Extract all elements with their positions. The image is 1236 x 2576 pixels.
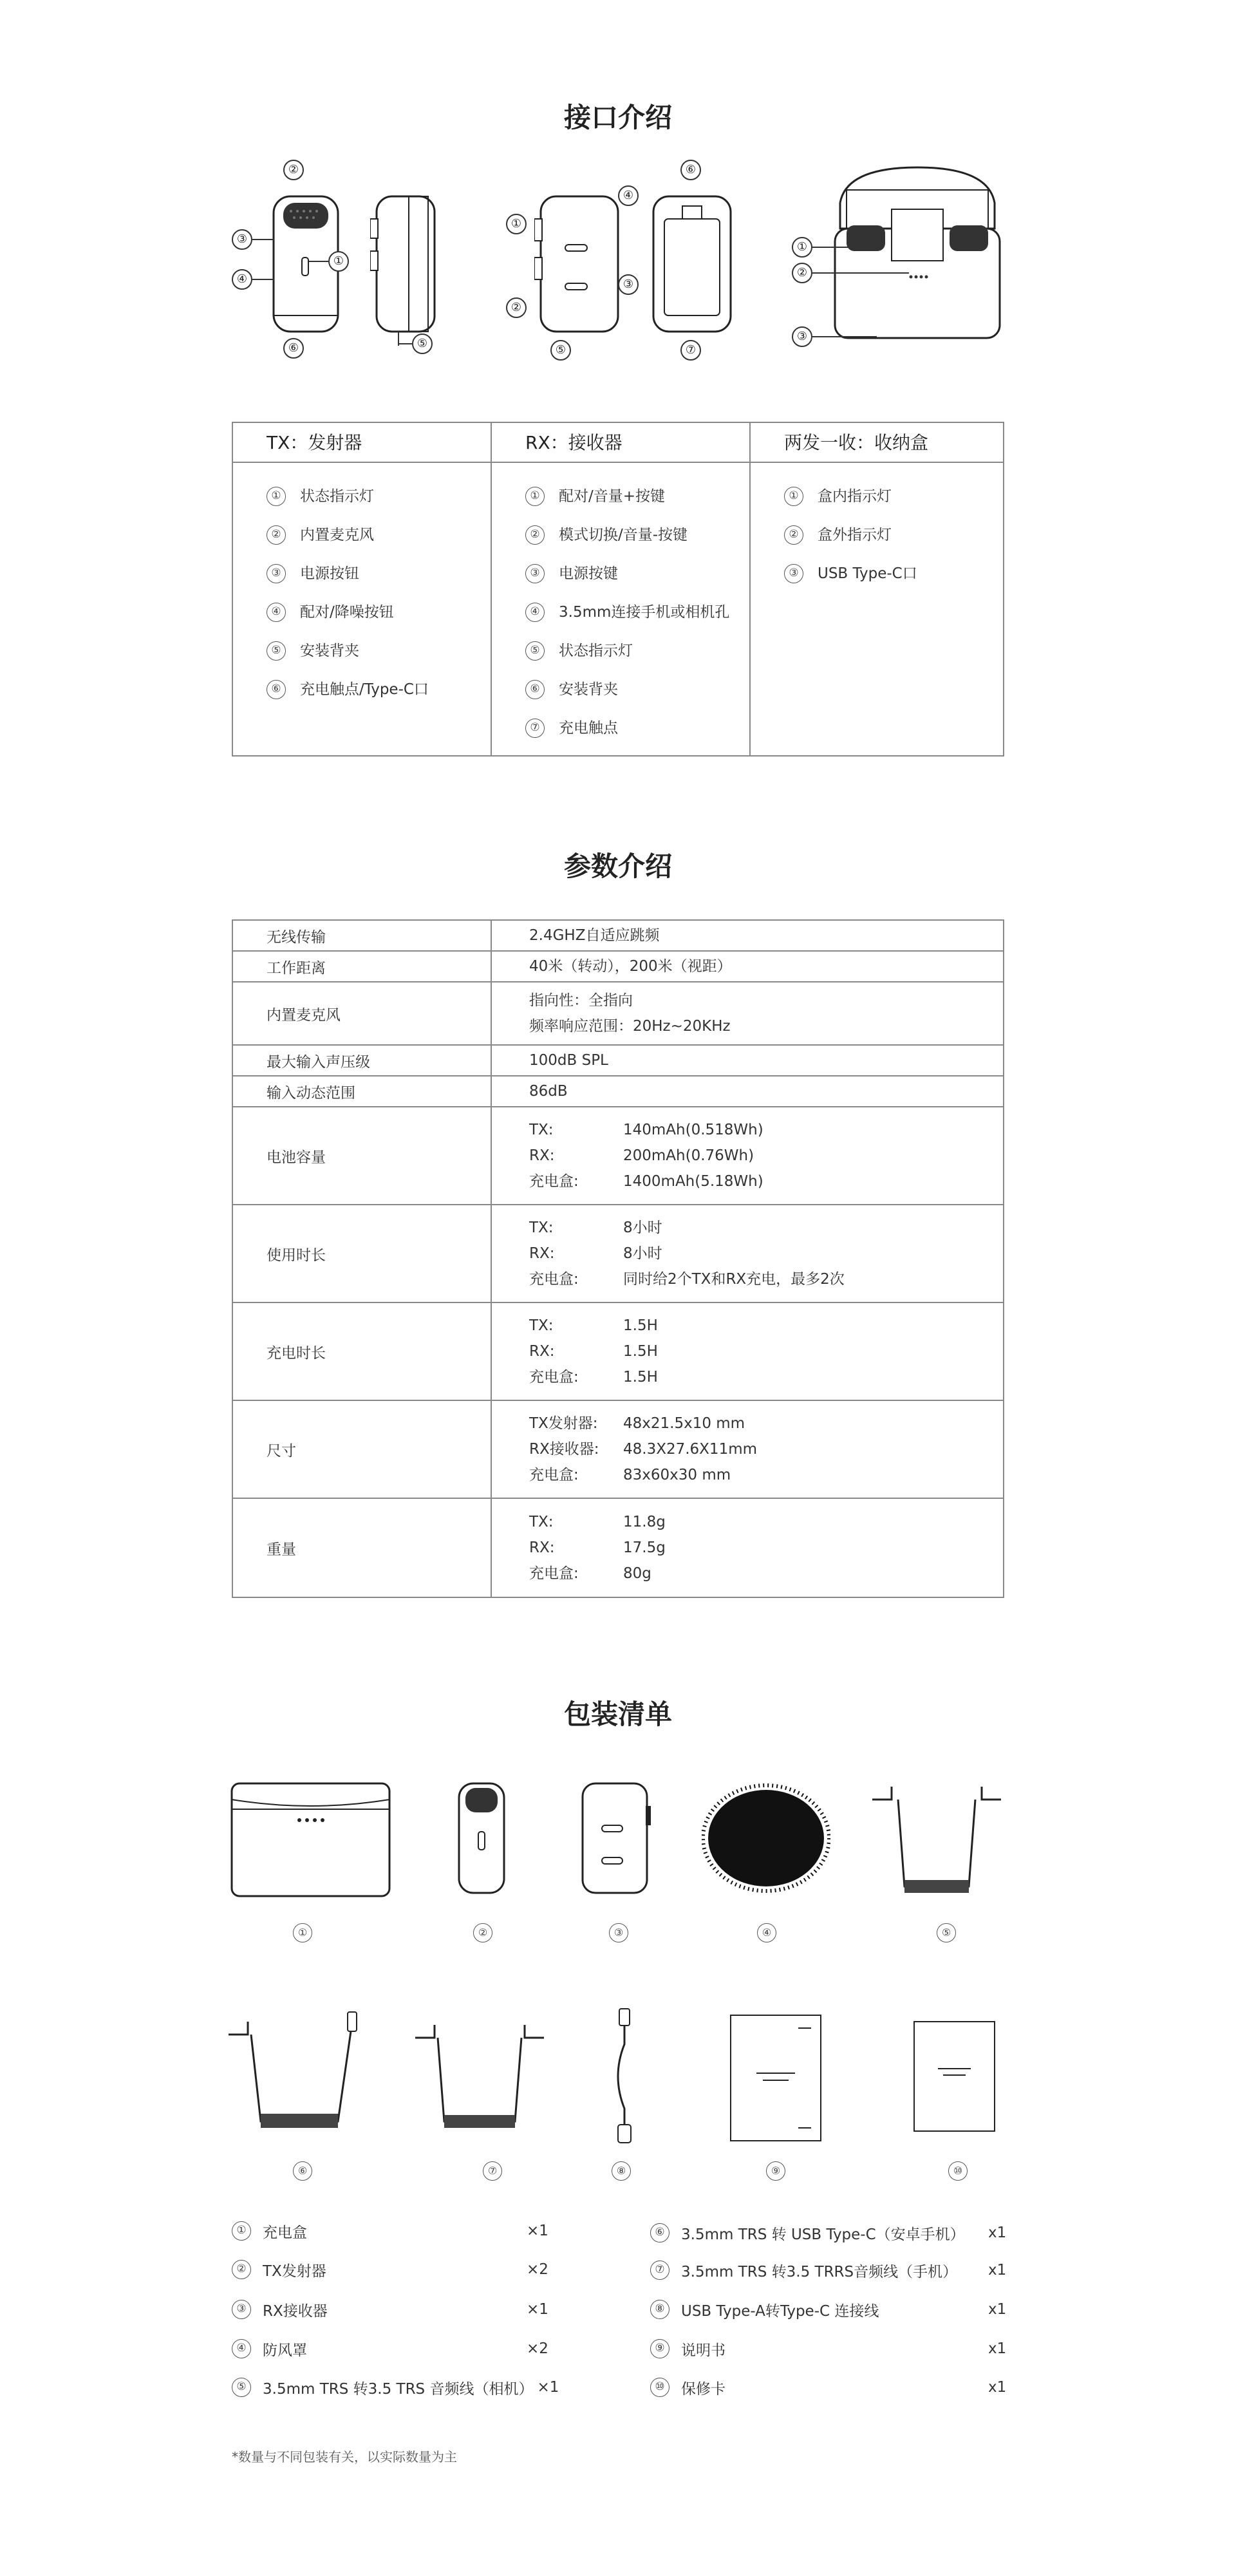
list-item: ③ RX接收器	[232, 2297, 328, 2322]
manual-illustration	[727, 2012, 824, 2144]
package-number-4: ④	[757, 1923, 776, 1942]
table-row: 尺寸 TX发射器: 48x21.5x10 mm RX接收器: 48.3X27.6X11mm 充电盒: 83x60x30 mm	[233, 1401, 1003, 1499]
table-row: 内置麦克风 指向性：全指向 频率响应范围：20Hz~20KHz	[233, 982, 1003, 1046]
rx-column	[491, 423, 749, 755]
list-item: ⑦ 充电触点	[525, 709, 749, 747]
table-row: 电池容量 TX: 140mAh(0.518Wh) RX: 200mAh(0.76Wh) 充电盒: 1400mAh(5.18Wh)	[233, 1107, 1003, 1205]
table-row: 使用时长 TX: 8小时 RX: 8小时 充电盒: 同时给2个TX和RX充电，最多2次	[233, 1205, 1003, 1303]
rx-callout-7: ⑦	[680, 340, 701, 361]
rx-callout-6: ⑥	[680, 160, 701, 180]
rx-callout-5: ⑤	[550, 340, 571, 361]
list-item: ① 盒内指示灯	[784, 477, 1003, 516]
case-column	[749, 423, 1003, 755]
case-column-header: 两发一收：收纳盒	[751, 423, 1003, 463]
params-table	[232, 919, 1004, 1598]
rx-callout-1: ①	[506, 214, 527, 234]
section-title-interface: 接口介绍	[563, 102, 672, 133]
rx-callout-3: ③	[618, 274, 639, 295]
tx-callout-1: ①	[328, 251, 349, 272]
list-item: ③ 电源按键	[525, 554, 749, 593]
table-row: 工作距离 40米（转动），200米（视距）	[233, 952, 1003, 982]
list-item: ④ 配对/降噪按钮	[267, 593, 491, 632]
package-number-5: ⑤	[937, 1923, 956, 1942]
section-title-package: 包装清单	[563, 1698, 672, 1730]
trs-trrs-cable-illustration	[409, 2012, 550, 2134]
list-item: ⑦ 3.5mm TRS 转3.5 TRRS音频线（手机）	[650, 2257, 957, 2283]
list-item: ④ 防风罩	[232, 2336, 307, 2362]
list-item: ⑩ 保修卡	[650, 2374, 726, 2400]
table-row: 输入动态范围 86dB	[233, 1076, 1003, 1107]
list-item: ⑥ 安装背夹	[525, 670, 749, 709]
list-item: ① 配对/音量+按键	[525, 477, 749, 516]
package-number-2: ②	[473, 1923, 492, 1942]
list-item: ① 充电盒	[232, 2218, 307, 2244]
tx-column	[233, 423, 491, 755]
table-row: 无线传输 2.4GHZ自适应跳频	[233, 921, 1003, 952]
list-item: ④ 3.5mm连接手机或相机孔	[525, 593, 749, 632]
tx-side-illustration	[370, 193, 441, 335]
warranty-card-illustration	[911, 2018, 998, 2134]
rx-front-illustration	[534, 193, 624, 335]
list-item: ⑧ USB Type-A转Type-C 连接线	[650, 2297, 879, 2322]
case-callout-1: ①	[792, 237, 812, 258]
package-number-10: ⑩	[948, 2161, 968, 2181]
windscreen-illustration	[702, 1780, 830, 1896]
rx-back-illustration	[650, 193, 734, 335]
package-number-8: ⑧	[612, 2161, 631, 2181]
charging-case-open-illustration	[821, 164, 1014, 357]
case-callout-2: ②	[792, 263, 812, 283]
list-item: ② 盒外指示灯	[784, 516, 1003, 554]
list-item: ② TX发射器	[232, 2257, 326, 2282]
list-item: ⑥ 充电触点/Type-C口	[267, 670, 491, 709]
tx-column-header: TX：发射器	[233, 423, 491, 463]
list-item: ② 内置麦克风	[267, 516, 491, 554]
list-item: ⑨ 说明书	[650, 2336, 726, 2362]
rx-receiver-illustration	[576, 1780, 653, 1896]
list-item: ① 状态指示灯	[267, 477, 491, 516]
list-item: ③ USB Type-C口	[784, 554, 1003, 593]
rx-callout-4: ④	[618, 185, 639, 206]
tx-callout-5: ⑤	[412, 334, 433, 354]
list-item: ⑤ 3.5mm TRS 转3.5 TRS 音频线（相机） ×1	[232, 2374, 559, 2400]
list-item: ⑥ 3.5mm TRS 转 USB Type-C（安卓手机）	[650, 2220, 965, 2246]
list-item: ② 模式切换/音量-按键	[525, 516, 749, 554]
package-number-6: ⑥	[293, 2161, 312, 2181]
list-item: ⑤ 状态指示灯	[525, 632, 749, 670]
trs-usbc-cable-illustration	[222, 2006, 364, 2134]
tx-callout-6: ⑥	[283, 338, 304, 359]
case-callout-3: ③	[792, 326, 812, 347]
package-number-3: ③	[609, 1923, 628, 1942]
package-number-7: ⑦	[483, 2161, 502, 2181]
usb-cable-illustration	[605, 2006, 644, 2147]
tx-transmitter-illustration	[456, 1780, 507, 1896]
footnote: *数量与不同包装有关，以实际数量为主	[232, 2449, 457, 2465]
list-item: ③ 电源按钮	[267, 554, 491, 593]
charging-case-illustration	[229, 1780, 393, 1899]
tx-callout-3: ③	[232, 229, 252, 250]
table-row: 重量 TX: 11.8g RX: 17.5g 充电盒: 80g	[233, 1499, 1003, 1597]
package-number-1: ①	[293, 1923, 312, 1942]
rx-callout-2: ②	[506, 297, 527, 318]
interface-table	[232, 422, 1004, 757]
table-row: 充电时长 TX: 1.5H RX: 1.5H 充电盒: 1.5H	[233, 1303, 1003, 1401]
rx-column-header: RX：接收器	[492, 423, 749, 463]
trs-cable-camera-illustration	[866, 1780, 1007, 1903]
section-title-params: 参数介绍	[563, 851, 672, 882]
package-number-9: ⑨	[766, 2161, 785, 2181]
tx-callout-2: ②	[283, 160, 304, 180]
list-item: ⑤ 安装背夹	[267, 632, 491, 670]
tx-callout-4: ④	[232, 269, 252, 290]
table-row: 最大输入声压级 100dB SPL	[233, 1046, 1003, 1076]
